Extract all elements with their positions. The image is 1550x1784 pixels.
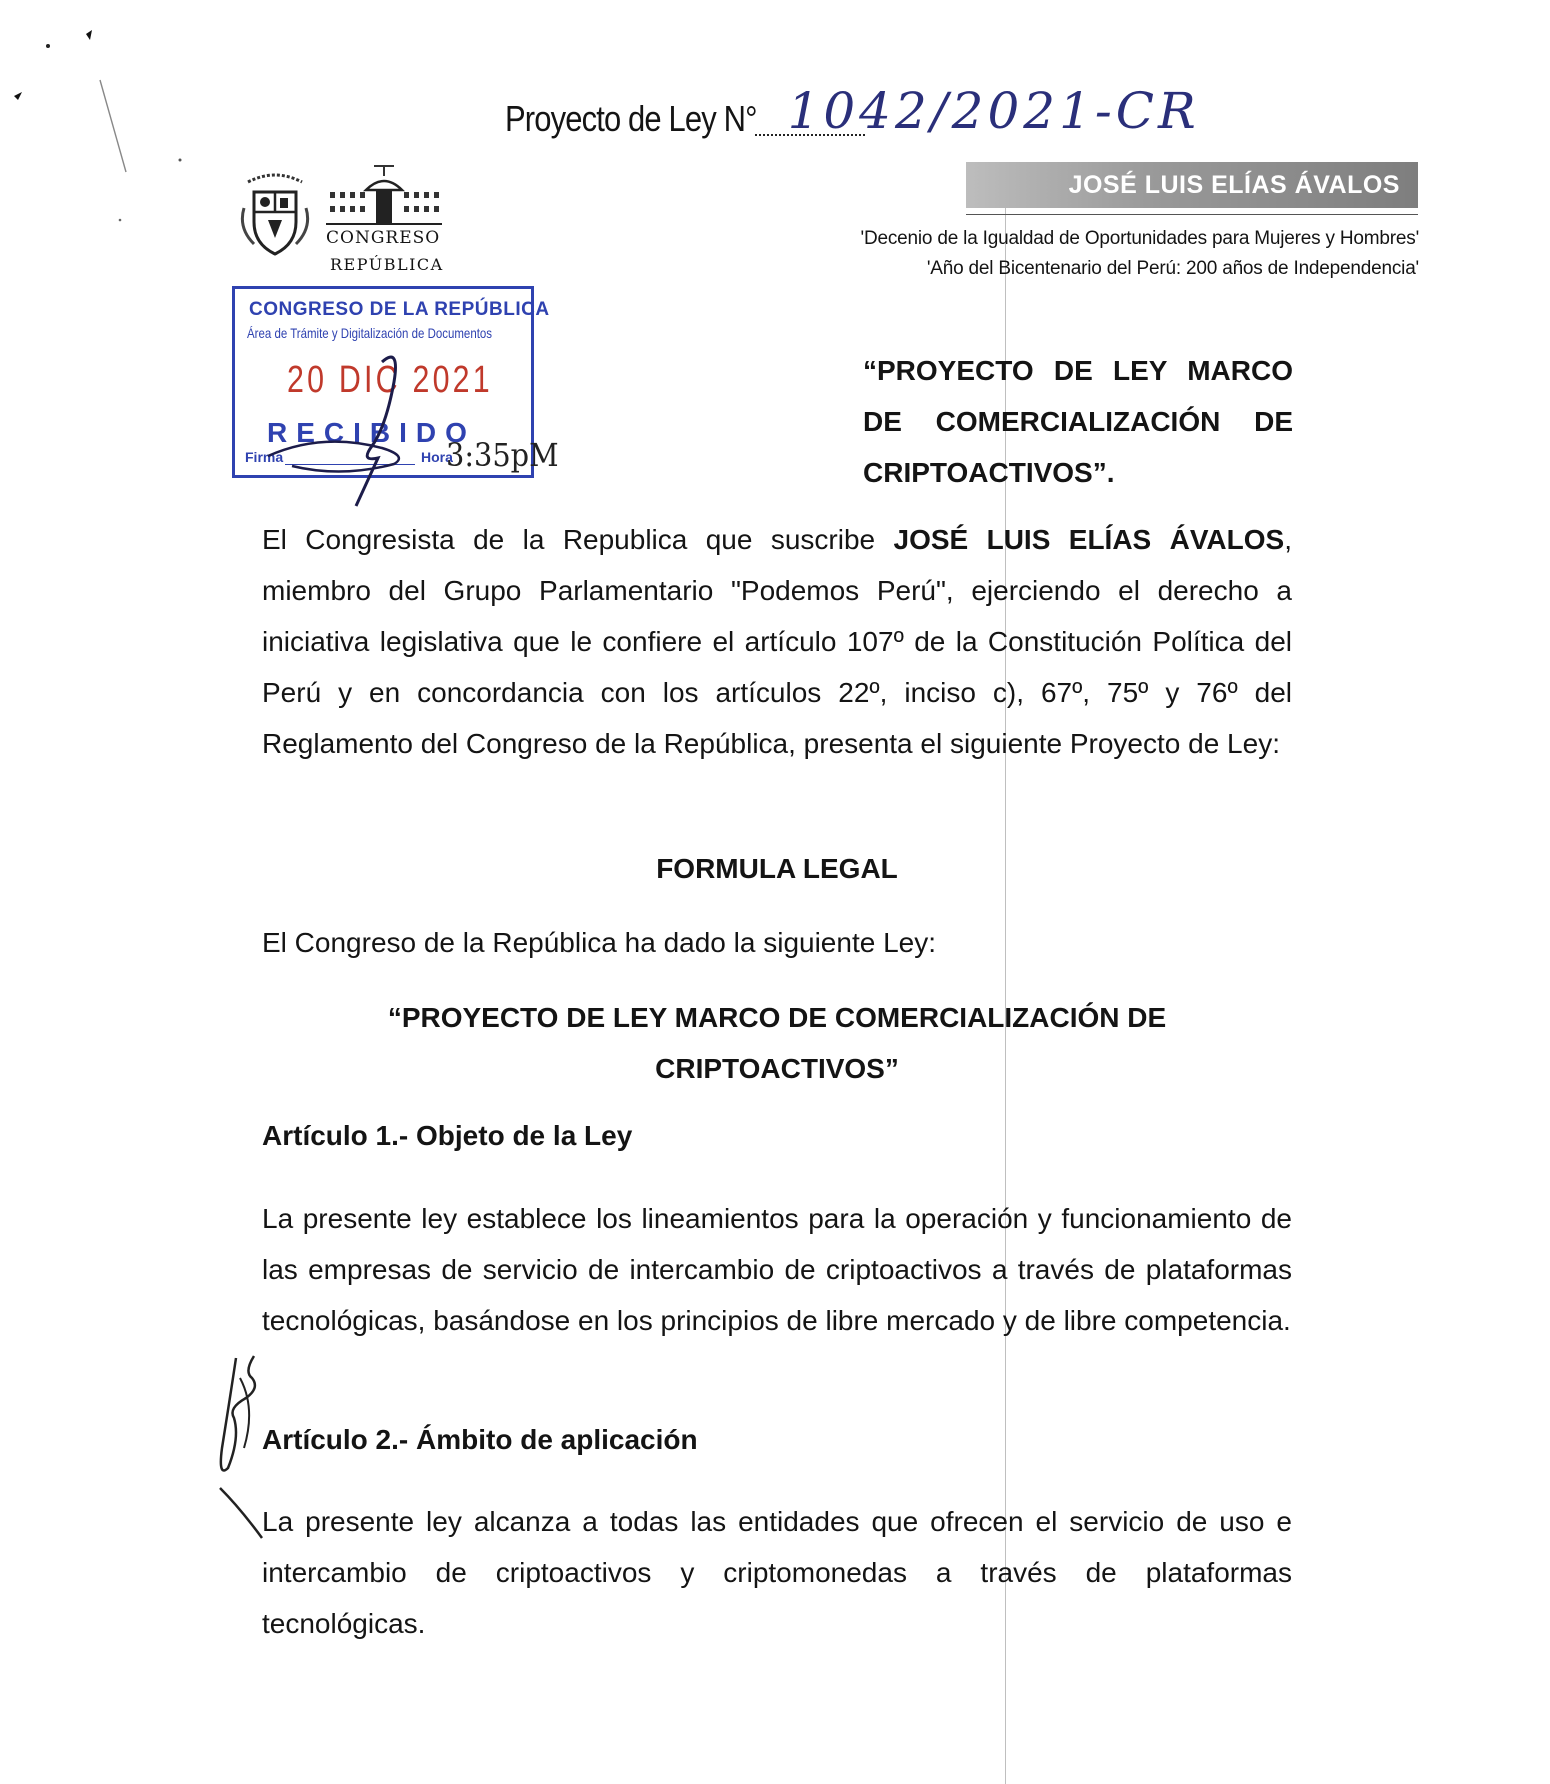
- congreso-dado-line: El Congreso de la República ha dado la siguiente Ley:: [262, 927, 937, 958]
- stamp-date: 20 DIC 2021: [287, 359, 493, 401]
- stamp-hora-label: Hora: [421, 449, 453, 465]
- margin-signature: [200, 1338, 280, 1548]
- article-2-body: La presente ley alcanza a todas las entidades que ofrecen el servicio de uso e intercambio de criptoactivos y criptomonedas a través de plataformas tecnológicas.: [262, 1506, 1292, 1639]
- scan-specks: [0, 0, 220, 240]
- stamp-hora-value: 3:35pM: [446, 436, 559, 474]
- project-number-handwritten: 1042/2021-CR: [787, 82, 1200, 140]
- intro-text-after: , miembro del Grupo Parlamentario "Podemos Perú", ejerciendo el derecho a iniciativa legislativa que le confiere el artículo 107º de la Constitución Política del Perú y en concordancia con los artículos 22º, inciso c), 67º, 75º y 76º del Reglamento del Congreso de la República, presenta el siguiente Proyecto de Ley:: [262, 524, 1292, 759]
- project-number-line: [505, 82, 1200, 140]
- project-number-dotted-line: [755, 134, 865, 136]
- project-title-right: “PROYECTO DE LEY MARCO DE COMERCIALIZACIÓN DE CRIPTOACTIVOS”.: [863, 355, 1293, 488]
- intro-text-before: El Congresista de la Republica que suscribe: [262, 524, 894, 555]
- stamp-firma-label: Firma: [245, 449, 284, 465]
- peru-coat-of-arms-icon: [240, 168, 310, 260]
- congreso-building-icon: [326, 162, 442, 228]
- law-title-line-1: “PROYECTO DE LEY MARCO DE COMERCIALIZACIÓN DE: [387, 1002, 1167, 1033]
- stamp-signature-scribble: [232, 286, 562, 516]
- article-1-heading: Artículo 1.- Objeto de la Ley: [262, 1120, 633, 1151]
- decenio-slogan: 'Decenio de la Igualdad de Oportunidades para Mujeres y Hombres': [860, 228, 1419, 249]
- banner-underline: [966, 214, 1418, 215]
- stamp-subtitle: Área de Trámite y Digitalización de Documentos: [247, 325, 493, 341]
- formula-legal-heading: FORMULA LEGAL: [656, 853, 898, 884]
- project-label: Proyecto de Ley N°: [505, 98, 757, 139]
- anio-slogan: 'Año del Bicentenario del Perú: 200 años de Independencia': [926, 258, 1419, 279]
- congreso-logo-text: CONGRESO: [326, 228, 441, 248]
- law-title-line-2: CRIPTOACTIVOS”: [655, 1053, 899, 1084]
- stamp-title: CONGRESO DE LA REPÚBLICA: [249, 299, 550, 320]
- intro-congressman-name: JOSÉ LUIS ELÍAS ÁVALOS: [893, 524, 1285, 555]
- article-1-body: La presente ley establece los lineamientos para la operación y funcionamiento de las empresas de servicio de intercambio de criptoactivos a través de plataformas tecnológicas, basándose en los principios de libre mercado y de libre competencia.: [262, 1203, 1292, 1336]
- stamp-status: RECIBIDO: [267, 417, 476, 448]
- article-2-heading: Artículo 2.- Ámbito de aplicación: [262, 1424, 698, 1455]
- author-banner: JOSÉ LUIS ELÍAS ÁVALOS: [966, 162, 1418, 208]
- law-title: [262, 992, 1292, 1094]
- republica-logo-text: REPÚBLICA: [330, 255, 444, 274]
- intro-paragraph: [262, 514, 1292, 769]
